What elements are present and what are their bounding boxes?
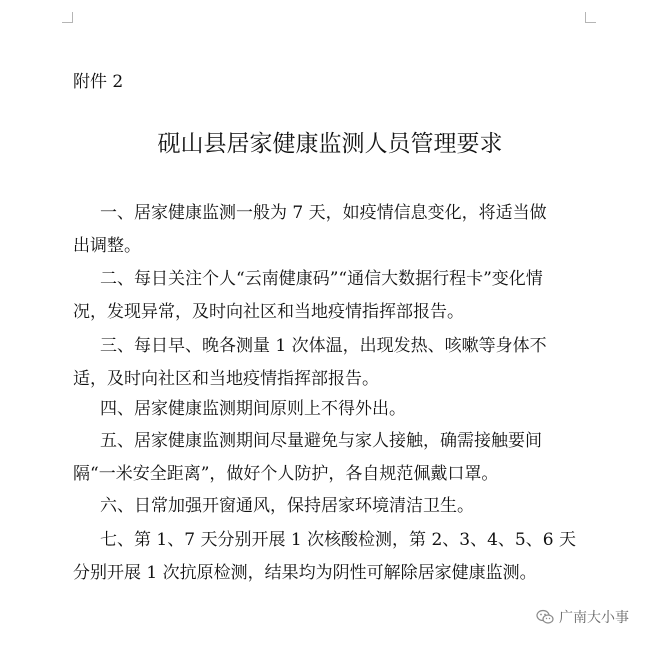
- paragraph-line: 况，发现异常，及时向社区和当地疫情指挥部报告。: [73, 302, 464, 322]
- paragraph-line: 分别开展 1 次抗原检测，结果均为阴性可解除居家健康监测。: [73, 563, 537, 583]
- paragraph-7: [73, 524, 588, 590]
- paragraph-line: 五、居家健康监测期间尽量避免与家人接触，确需接触要间: [100, 431, 542, 451]
- paragraph-line: 六、日常加强开窗通风，保持居家环境清洁卫生。: [100, 496, 474, 516]
- paragraph-line: 四、居家健康监测期间原则上不得外出。: [100, 399, 406, 419]
- paragraph-2: [73, 263, 588, 329]
- paragraph-line: 出调整。: [73, 236, 141, 256]
- source-watermark: [536, 605, 629, 629]
- wechat-icon: [536, 609, 554, 625]
- paragraph-line: 三、每日早、晚各测量 1 次体温，出现发热、咳嗽等身体不: [100, 336, 547, 356]
- paragraph-3: [73, 330, 588, 396]
- page-corner-mark: [585, 12, 596, 23]
- paragraph-line: 一、居家健康监测一般为 7 天，如疫情信息变化，将适当做: [100, 203, 547, 223]
- paragraph-line: 七、第 1、7 天分别开展 1 次核酸检测，第 2、3、4、5、6 天: [100, 530, 576, 550]
- paragraph-line: 适，及时向社区和当地疫情指挥部报告。: [73, 369, 379, 389]
- paragraph-5: [73, 425, 588, 491]
- watermark-text: 广南大小事: [559, 610, 629, 626]
- paragraph-1: [73, 197, 588, 263]
- paragraph-line: 隔“一米安全距离”，做好个人防护，各自规范佩戴口罩。: [73, 464, 499, 484]
- paragraph-4: [73, 393, 588, 426]
- paragraph-line: 二、每日关注个人“云南健康码”“通信大数据行程卡”变化情: [100, 269, 543, 289]
- attachment-label: 附件 2: [73, 72, 124, 92]
- page-corner-mark: [62, 12, 73, 23]
- paragraph-6: [73, 490, 588, 523]
- document-title: 砚山县居家健康监测人员管理要求: [157, 131, 503, 157]
